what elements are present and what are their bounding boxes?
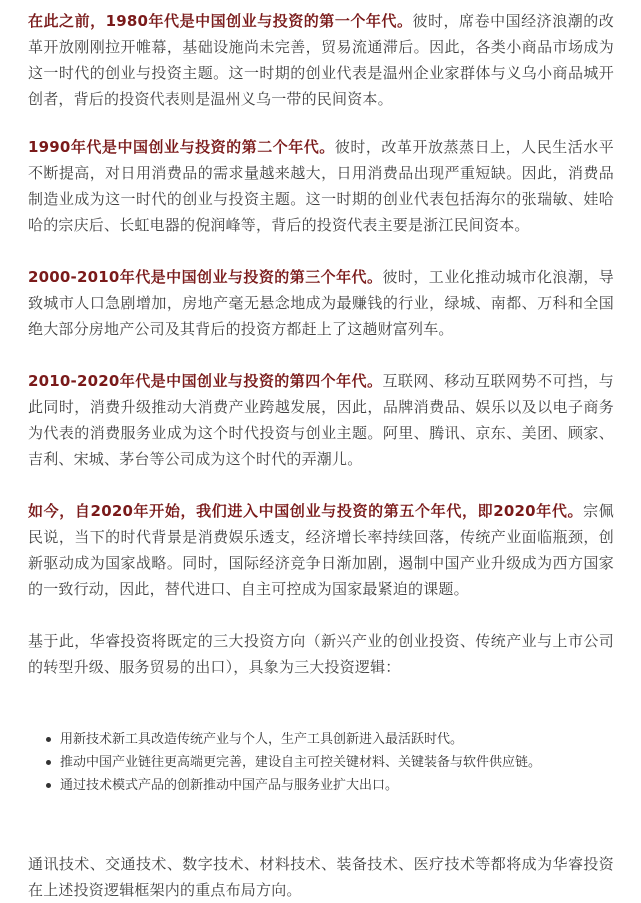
list-item	[44, 751, 614, 774]
paragraph-lead: 2000-2010年代是中国创业与投资的第三个年代。	[28, 268, 383, 286]
paragraph-2000s	[28, 264, 614, 342]
list-item-text: 通过技术模式产品的创新推动中国产品与服务业扩大出口。	[60, 778, 399, 793]
paragraph-lead: 如今，自2020年开始，我们进入中国创业与投资的第五个年代，即2020年代。	[28, 502, 584, 520]
bullet-dot-icon	[46, 783, 51, 788]
bullet-dot-icon	[46, 760, 51, 765]
paragraph-1990s	[28, 134, 614, 238]
intro-paragraph: 基于此，华睿投资将既定的三大投资方向（新兴产业的创业投资、传统产业与上市公司的转型升级、服务贸易的出口），具象为三大投资逻辑：	[28, 632, 614, 676]
list-item	[44, 774, 614, 797]
paragraph-text: 宗佩民说，当下的时代背景是消费娱乐透支，经济增长率持续回落，传统产业面临瓶颈，创新驱动成为国家战略。同时，国际经济竞争日渐加剧，遏制中国产业升级成为西方国家的一致行动，因此，替代进口、自主可控成为国家最紧迫的课题。	[28, 502, 614, 598]
paragraph-1980s	[28, 8, 614, 112]
list-item-text: 推动中国产业链往更高端更完善，建设自主可控关键材料、关键装备与软件供应链。	[60, 755, 542, 770]
article-body	[28, 8, 614, 903]
paragraph-text: 彼时，席卷中国经济浪潮的改革开放刚刚拉开帷幕，基础设施尚未完善，贸易流通滞后。因此，各类小商品市场成为这一时代的创业与投资主题。这一时期的创业代表是温州企业家群体与义乌小商品城开创者，背后的投资代表则是温州义乌一带的民间资本。	[28, 12, 614, 108]
bullet-dot-icon	[46, 737, 51, 742]
paragraph-2020s	[28, 498, 614, 602]
paragraph-lead: 2010-2020年代是中国创业与投资的第四个年代。	[28, 372, 383, 390]
list-item	[44, 728, 614, 751]
investment-logic-list	[28, 728, 614, 797]
paragraph-lead: 在此之前，1980年代是中国创业与投资的第一个年代。	[28, 12, 413, 30]
paragraph-2010s	[28, 368, 614, 472]
closing-paragraph: 通讯技术、交通技术、数字技术、材料技术、装备技术、医疗技术等都将成为华睿投资在上述投资逻辑框架内的重点布局方向。	[28, 855, 614, 899]
paragraph-text: 彼时，工业化推动城市化浪潮，导致城市人口急剧增加，房地产毫无悬念地成为最赚钱的行业，绿城、南都、万科和全国绝大部分房地产公司及其背后的投资方都赶上了这趟财富列车。	[28, 268, 614, 338]
list-item-text: 用新技术新工具改造传统产业与个人，生产工具创新进入最活跃时代。	[60, 732, 464, 747]
paragraph-text: 互联网、移动互联网势不可挡，与此同时，消费升级推动大消费产业跨越发展，因此，品牌消费品、娱乐以及以电子商务为代表的消费服务业成为这个时代投资与创业主题。阿里、腾讯、京东、美团、顾家、吉利、宋城、茅台等公司成为这个时代的弄潮儿。	[28, 372, 614, 468]
paragraph-text: 彼时，改革开放蒸蒸日上，人民生活水平不断提高，对日用消费品的需求量越来越大，日用消费品出现严重短缺。因此，消费品制造业成为这一时代的创业与投资主题。这一时期的创业代表包括海尔的张瑞敏、娃哈哈的宗庆后、长虹电器的倪润峰等，背后的投资代表主要是浙江民间资本。	[28, 138, 615, 234]
paragraph-lead: 1990年代是中国创业与投资的第二个年代。	[28, 138, 335, 156]
